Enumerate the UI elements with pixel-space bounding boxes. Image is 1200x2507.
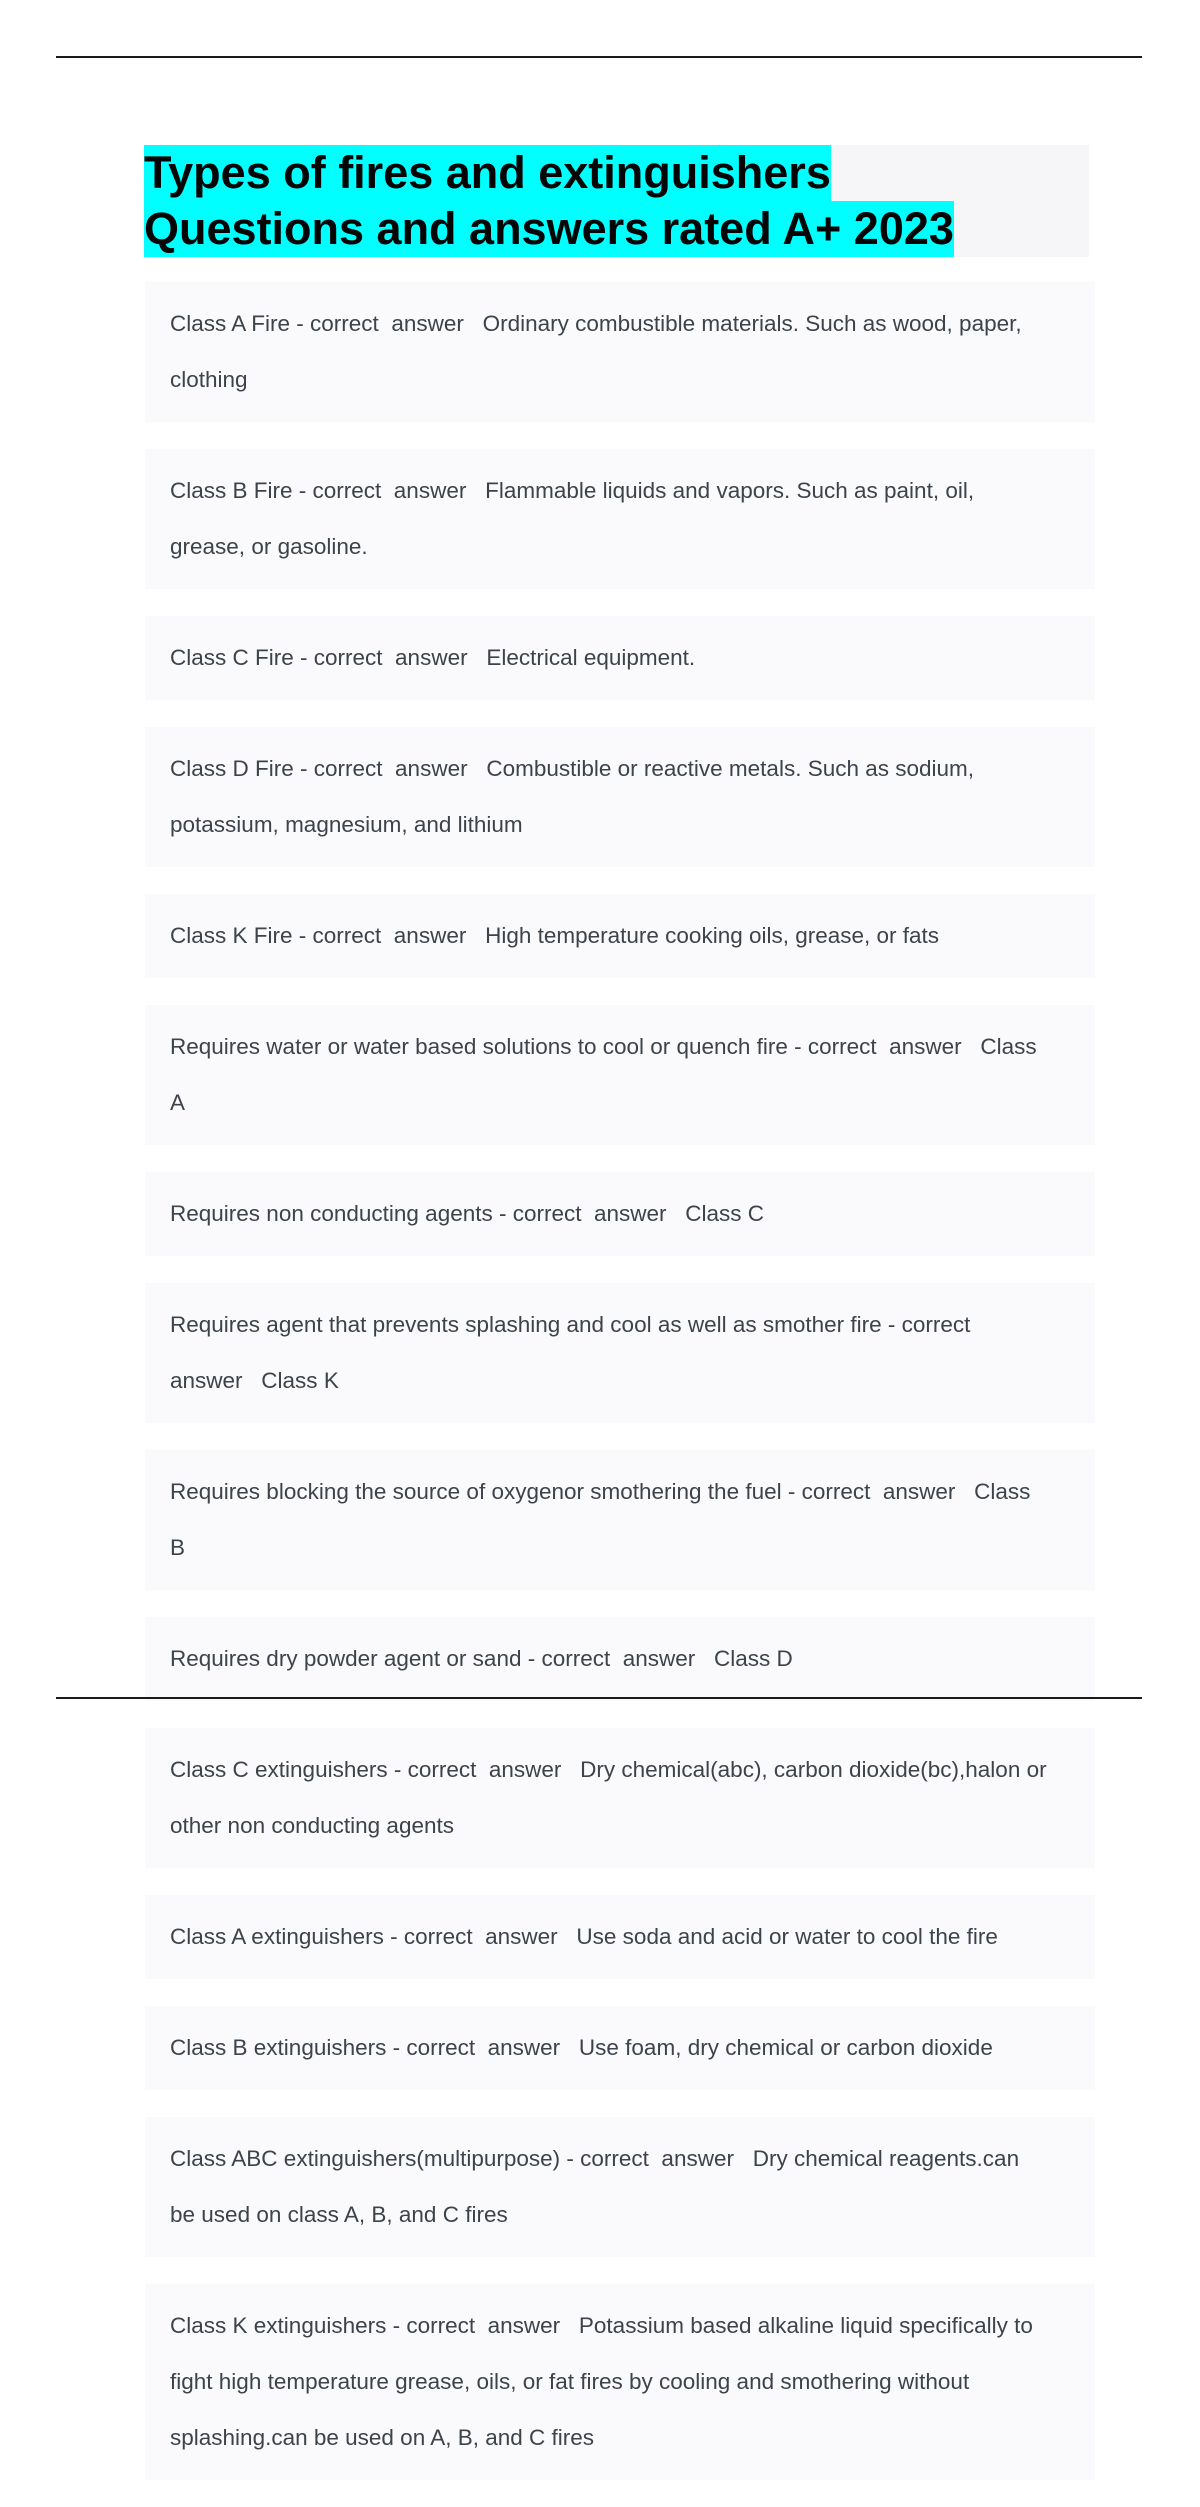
qa-line: Requires blocking the source of oxygenor smothering the fuel - correct answer Class: [170, 1479, 1031, 1504]
qa-line: Class ABC extinguishers(multipurpose) - correct answer Dry chemical reagents.can: [170, 2146, 1020, 2171]
qa-item-class-a-fire: [145, 282, 1095, 422]
qa-item-class-k-extinguishers: [145, 2284, 1095, 2480]
qa-line: Requires water or water based solutions to cool or quench fire - correct answer Class: [170, 1034, 1037, 1059]
qa-item-blocking-oxygen: [145, 1450, 1095, 1590]
qa-item-class-k-fire: [145, 894, 1095, 978]
qa-line: Class A Fire - correct answer Ordinary combustible materials. Such as wood, paper,: [170, 311, 1022, 336]
qa-item-class-c-fire: [145, 616, 1095, 700]
qa-line: answer Class K: [170, 1368, 339, 1393]
qa-line: be used on class A, B, and C fires: [170, 2202, 508, 2227]
qa-line: splashing.can be used on A, B, and C fires: [170, 2425, 595, 2450]
qa-line: Class D Fire - correct answer Combustible or reactive metals. Such as sodium,: [170, 756, 975, 781]
qa-item-class-c-extinguishers: [145, 1728, 1095, 1868]
qa-line: Class K Fire - correct answer High temperature cooking oils, grease, or fats: [170, 923, 940, 948]
qa-line: Class C extinguishers - correct answer Dry chemical(abc), carbon dioxide(bc),halon or: [170, 1757, 1047, 1782]
qa-line: potassium, magnesium, and lithium: [170, 812, 523, 837]
qa-item-class-b-fire: [145, 449, 1095, 589]
qa-item-class-abc-extinguishers: [145, 2117, 1095, 2257]
qa-list: [145, 282, 1095, 2507]
bottom-rule: [56, 1697, 1142, 1699]
qa-line: Class B Fire - correct answer Flammable liquids and vapors. Such as paint, oil,: [170, 478, 975, 503]
qa-line: grease, or gasoline.: [170, 534, 368, 559]
title-line-2: Questions and answers rated A+ 2023: [144, 201, 954, 257]
qa-item-water-solutions: [145, 1005, 1095, 1145]
title-line-1: Types of fires and extinguishers: [144, 145, 831, 201]
qa-line: A: [170, 1090, 186, 1115]
qa-line: clothing: [170, 367, 248, 392]
top-rule: [56, 56, 1142, 58]
qa-item-class-a-extinguishers: [145, 1895, 1095, 1979]
qa-line: Requires agent that prevents splashing and cool as well as smother fire - correct: [170, 1312, 971, 1337]
qa-line: fight high temperature grease, oils, or fat fires by cooling and smothering without: [170, 2369, 970, 2394]
qa-line: Class B extinguishers - correct answer Use foam, dry chemical or carbon dioxide: [170, 2035, 993, 2060]
qa-line: Requires non conducting agents - correct answer Class C: [170, 1201, 765, 1226]
qa-item-non-conducting: [145, 1172, 1095, 1256]
qa-line: Class A extinguishers - correct answer Use soda and acid or water to cool the fire: [170, 1924, 998, 1949]
qa-line: Requires dry powder agent or sand - correct answer Class D: [170, 1646, 793, 1671]
qa-item-dry-powder: [145, 1617, 1095, 1701]
qa-line: Class K extinguishers - correct answer Potassium based alkaline liquid specifically to: [170, 2313, 1033, 2338]
qa-item-class-b-extinguishers: [145, 2006, 1095, 2090]
qa-item-class-d-fire: [145, 727, 1095, 867]
qa-line: other non conducting agents: [170, 1813, 454, 1838]
qa-line: Class C Fire - correct answer Electrical equipment.: [170, 645, 696, 670]
document-title: [144, 145, 1089, 257]
qa-item-prevents-splashing: [145, 1283, 1095, 1423]
qa-line: B: [170, 1535, 186, 1560]
